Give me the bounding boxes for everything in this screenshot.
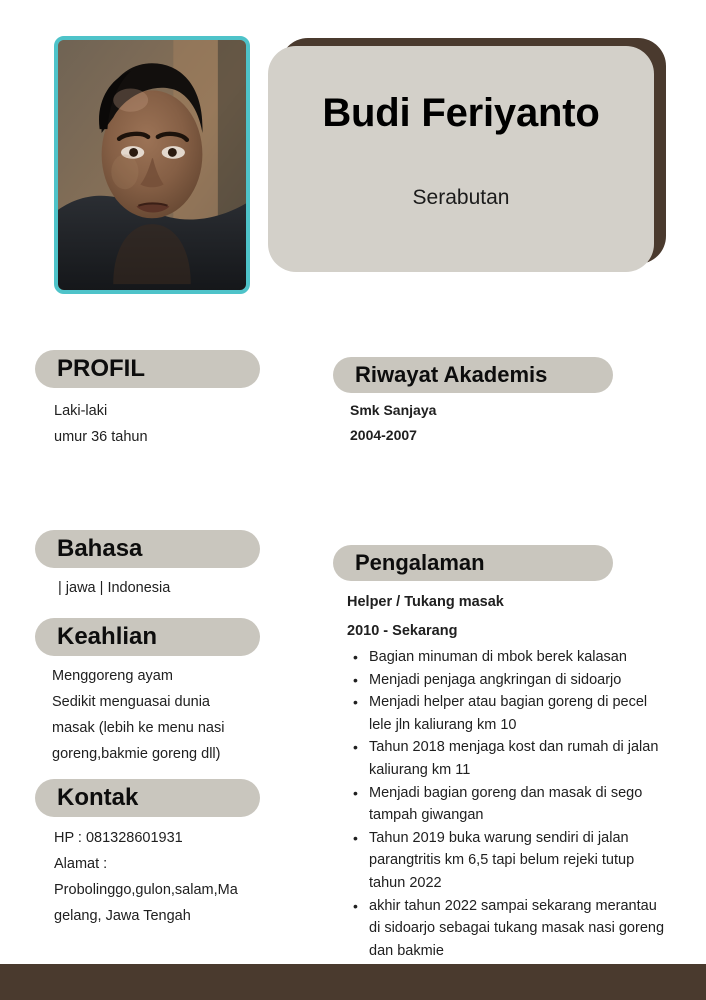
kontak-address-line: gelang, Jawa Tengah bbox=[54, 908, 191, 924]
list-item: • akhir tahun 2022 sampai sekarang merantau di sidoarjo sebagai tukang masak nasi goreng dan bakmie bbox=[348, 895, 668, 963]
list-item: • Menjadi bagian goreng dan masak di sego tampah giwangan bbox=[348, 782, 668, 827]
bahasa-content bbox=[58, 575, 298, 601]
school-years: 2004-2007 bbox=[350, 427, 417, 443]
section-heading-profil bbox=[35, 350, 260, 388]
list-item: • Menjadi helper atau bagian goreng di pecel lele jln kaliurang km 10 bbox=[348, 691, 668, 736]
section-heading-riwayat-akademis bbox=[333, 357, 613, 393]
job-period: 2010 - Sekarang bbox=[347, 623, 458, 639]
profil-line: umur 36 tahun bbox=[54, 429, 148, 445]
keahlian-content bbox=[52, 663, 282, 767]
experience-list bbox=[348, 646, 668, 962]
keahlian-line: Sedikit menguasai dunia bbox=[52, 694, 210, 710]
section-heading-riwayat-akademis-label: Riwayat Akademis bbox=[355, 362, 548, 387]
section-heading-keahlian-label: Keahlian bbox=[57, 623, 158, 650]
job-title: Helper / Tukang masak bbox=[347, 594, 504, 610]
job-role-subtitle: Serabutan bbox=[412, 186, 510, 209]
portrait-photo-illustration bbox=[58, 40, 246, 290]
pengalaman-job-header bbox=[347, 588, 627, 646]
section-heading-pengalaman-label: Pengalaman bbox=[355, 550, 485, 575]
kontak-content bbox=[54, 825, 289, 929]
keahlian-line: goreng,bakmie goreng dll) bbox=[52, 746, 221, 762]
page-title: Budi Feriyanto bbox=[322, 91, 600, 135]
keahlian-line: masak (lebih ke menu nasi bbox=[52, 720, 225, 736]
keahlian-line: Menggoreng ayam bbox=[52, 668, 173, 684]
profil-line: Laki-laki bbox=[54, 403, 108, 419]
list-item: • Tahun 2018 menjaga kost dan rumah di jalan kaliurang km 11 bbox=[348, 736, 668, 781]
section-heading-profil-label: PROFIL bbox=[57, 355, 145, 382]
kontak-phone: HP : 081328601931 bbox=[54, 830, 183, 846]
profil-content bbox=[54, 398, 294, 450]
section-heading-keahlian bbox=[35, 618, 260, 656]
section-heading-kontak-label: Kontak bbox=[57, 784, 139, 811]
profile-photo-frame bbox=[54, 36, 250, 294]
list-item: • Bagian minuman di mbok berek kalasan bbox=[348, 646, 668, 669]
section-heading-bahasa bbox=[35, 530, 260, 568]
header-card bbox=[268, 46, 654, 272]
footer-bar bbox=[0, 964, 706, 1000]
list-item: • Menjadi penjaga angkringan di sidoarjo bbox=[348, 669, 668, 692]
section-heading-bahasa-label: Bahasa bbox=[57, 535, 143, 562]
list-item: • Tahun 2019 buka warung sendiri di jalan parangtritis km 6,5 tapi belum rejeki tutup tahun 2022 bbox=[348, 827, 668, 895]
profile-photo bbox=[58, 40, 246, 290]
school-name: Smk Sanjaya bbox=[350, 402, 437, 418]
kontak-address-label: Alamat : bbox=[54, 856, 108, 872]
section-heading-kontak bbox=[35, 779, 260, 817]
riwayat-akademis-content bbox=[350, 398, 610, 448]
kontak-address-line: Probolinggo,gulon,salam,Ma bbox=[54, 882, 238, 898]
section-heading-pengalaman bbox=[333, 545, 613, 581]
bahasa-line: | jawa | Indonesia bbox=[58, 580, 171, 596]
